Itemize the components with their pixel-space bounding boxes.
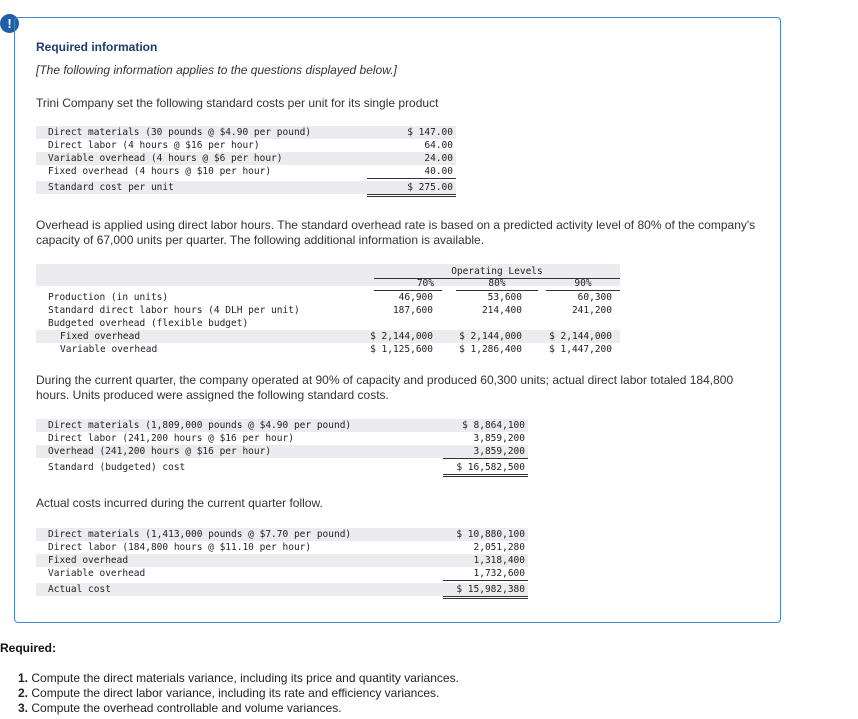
level-80: 80% [456, 278, 538, 291]
required-item-2: 2. Compute the direct labor variance, including its rate and efficiency variances. [18, 686, 440, 700]
table-row: Fixed overhead 1,318,400 [36, 554, 528, 567]
required-title: Required: [0, 641, 57, 655]
table-row: Direct materials (30 pounds @ $4.90 per pound) $ 147.00 [36, 126, 456, 139]
table-row: Standard direct labor hours (4 DLH per unit) 187,600 214,400 241,200 [48, 305, 612, 316]
table-row: Direct labor (4 hours @ $16 per hour) 64.00 [48, 140, 453, 151]
table-row: Standard (budgeted) cost $ 16,582,500 [36, 461, 528, 474]
required-item-1: 1. Compute the direct materials variance, including its price and quantity variances. [18, 671, 459, 685]
table-row: Standard cost per unit $ 275.00 [36, 181, 456, 194]
actual-paragraph: Actual costs incurred during the current quarter follow. [36, 496, 323, 510]
overhead-paragraph: Overhead is applied using direct labor hours. The standard overhead rate is based on a predicted activity level of 80% of the company's capacity of 67,000 units per quarter. The following additional information is available. [36, 218, 756, 247]
table-row: Direct labor (241,200 hours @ $16 per hour) 3,859,200 [48, 433, 525, 444]
operating-levels-table [36, 264, 620, 362]
table-row: Direct materials (1,413,000 pounds @ $7.70 per pound) $ 10,880,100 [36, 528, 528, 541]
level-90: 90% [546, 278, 620, 291]
operating-levels-header: Operating Levels [374, 265, 620, 279]
standard-costs-table [36, 126, 456, 196]
table-row: Direct materials (1,809,000 pounds @ $4.90 per pound) $ 8,864,100 [36, 419, 528, 432]
table-row: Variable overhead 1,732,600 [36, 567, 528, 580]
table-row: Fixed overhead $ 2,144,000 $ 2,144,000 $ 2,144,000 [36, 330, 620, 343]
alert-icon: ! [0, 14, 19, 33]
level-70: 70% [374, 278, 442, 291]
table-row: Budgeted overhead (flexible budget) [48, 318, 249, 329]
information-card [14, 17, 781, 623]
table-row: Production (in units) 46,900 53,600 60,300 [48, 292, 612, 303]
intro-text: Trini Company set the following standard costs per unit for its single product [36, 96, 439, 110]
assigned-costs-table [36, 419, 528, 477]
required-item-3: 3. Compute the overhead controllable and volume variances. [18, 701, 342, 715]
table-row: Variable overhead $ 1,125,600 $ 1,286,400 $ 1,447,200 [60, 344, 612, 355]
table-row: Fixed overhead (4 hours @ $10 per hour) 40.00 [36, 165, 456, 178]
table-row: Actual cost $ 15,982,380 [36, 583, 528, 596]
table-row: Variable overhead (4 hours @ $6 per hour) 24.00 [36, 152, 456, 165]
table-row: Direct labor (184,800 hours @ $11.10 per hour) 2,051,280 [48, 542, 525, 553]
section-heading: Required information [36, 40, 158, 54]
intro-italic: [The following information applies to the questions displayed below.] [36, 63, 397, 77]
quarter-paragraph: During the current quarter, the company operated at 90% of capacity and produced 60,300 units; actual direct labor totaled 184,800 hours. Units produced were assigned the following standard costs. [36, 373, 734, 402]
actual-costs-table [36, 528, 528, 602]
table-row: Overhead (241,200 hours @ $16 per hour) 3,859,200 [36, 445, 528, 458]
